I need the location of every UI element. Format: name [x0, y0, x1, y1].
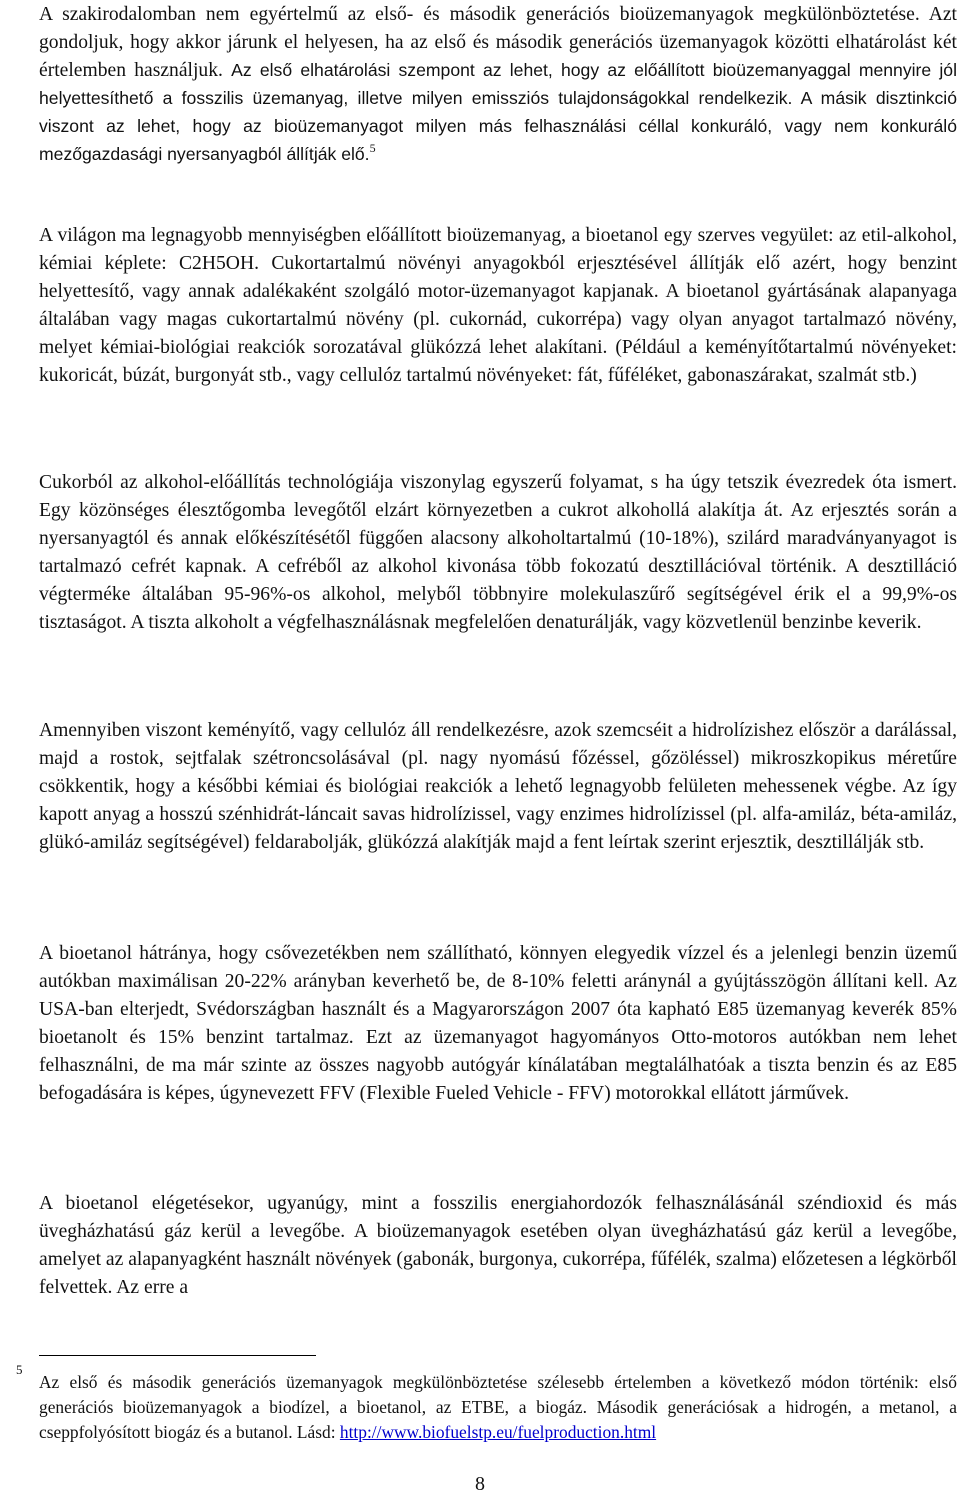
paragraph-hydrolysis: Amennyiben viszont keményítő, vagy cellulóz áll rendelkezésre, azok szemcséit a hidrolízishez először a darálással, majd a rostok, sejtfalak szétroncsolásával (pl. nagy nyomású főzéssel, gőzöléssel) mikroszkopikus méretűre csökkentik, hogy a későbbi kémiai és biológiai reakciók a lehető legnagyobb felületen mehessenek végbe. Az így kapott anyag a hosszú szénhidrát-láncait savas hidrolízissel, vagy enzimes hidrolízissel (pl. alfa-amiláz, béta-amiláz, glükó-amiláz segítségével) feldarabolják, glükózzá alakítják majd a fent leírtak szerint erjesztik, desztillálják stb.	[39, 720, 957, 853]
paragraph-combustion: A bioetanol elégetésekor, ugyanúgy, mint a fosszilis energiahordozók felhasználásánál széndioxid és más üvegházhatású gáz kerül a levegőbe. A bioüzemanyagok esetében olyan üvegházhatású gáz kerül a levegőbe, amelyet az alapanyagként használt növények (gabonák, burgonya, cukorrépa, fűfélék, szalma) előzetesen a légkörből felvettek. Az erre a	[39, 1193, 957, 1298]
footnote-text: Az első és második generációs üzemanyagok megkülönböztetése szélesebb értelemben a következő módon történik: első generációs bioüzemanyagok a biodízel, a bioetanol, az ETBE, a biogáz. Második generációsak a hidrogén, a metanol, a cseppfolyósított biogáz és a butanol. Lásd:	[39, 1372, 957, 1442]
footnote-reference[interactable]: 5	[369, 140, 376, 155]
paragraph-alcohol-production: Cukorból az alkohol-előállítás technológiája viszonylag egyszerű folyamat, s ha úgy tetszik évezredek óta ismert. Egy közönséges élesztőgomba levegőtől elzárt környezetben a cukrot alkohollá alakítja át. Az erjesztés során a nyersanyagtól és annak előkészítésétől függően alacsony alkoholtartalmú (10-18%), szilárd maradványanyagot is tartalmazó cefrét kapnak. A cefréből az alkohol kivonása több fokozatú desztillációval történik. A desztilláció végterméke általában 95-96%-os alkohol, melyből többnyire molekulaszűrő segítségével érik el a 99,9%-os tisztaságot. A tiszta alkoholt a végfelhasználásnak megfelelően denaturálják, vagy közvetlenül benzinbe keverik.	[39, 472, 957, 633]
paragraph-generations	[39, 1, 957, 168]
paragraph-generations-intro: A szakirodalomban nem egyértelmű az első- és második generációs bioüzemanyagok megkülönböztetése. Azt gondoljuk, hogy akkor járunk el helyesen, ha az első és második generációs üzemanyagok közötti elhatárolást két értelemben használjuk.	[39, 4, 957, 81]
paragraph-disadvantages: A bioetanol hátránya, hogy csővezetékben nem szállítható, könnyen elegyedik vízzel és a jelenlegi benzin üzemű autókban maximálisan 20-22% arányban keverhető be, de 8-10% feletti aránynál a gyújtásszögön állítani kell. Az USA-ban elterjedt, Svédországban használt és a Magyarországon 2007 óta kapható E85 üzemanyag keverék 85% bioetanolt és 15% benzint tartalmaz. Ezt az üzemanyagot hagyományos Otto-motoros autókban nem lehet felhasználni, de ma már szinte az összes nagyobb autógyár kínálatában megtalálhatóak a tiszta benzin és az E85 befogadására is képes, úgynevezett FFV (Flexible Fueled Vehicle - FFV) motorokkal ellátott járművek.	[39, 943, 957, 1104]
footnote-separator	[39, 1355, 316, 1356]
footnote	[39, 1370, 957, 1445]
footnote-link[interactable]: http://www.biofuelstp.eu/fuelproduction.html	[339, 1422, 657, 1442]
footnote-number: 5	[16, 1362, 23, 1377]
page-number: 8	[475, 1473, 485, 1495]
paragraph-bioethanol: A világon ma legnagyobb mennyiségben előállított bioüzemanyag, a bioetanol egy szerves vegyület: az etil-alkohol, kémiai képlete: C2H5OH. Cukortartalmú növényi anyagokból erjesztésével állítják elő azért, hogy benzint helyettesítő, vagy annak adalékaként szolgáló motor-üzemanyagot kapjanak. A bioetanol gyártásának alapanyaga általában vagy magas cukortartalmú növény (pl. cukornád, cukorrépa) vagy olyan anyagot tartalmazó növény, melyet kémiai-biológiai reakciók sorozatával glükózzá lehet alakítani. (Például a keményítőtartalmú növényeket: kukoricát, búzát, burgonyát stb., vagy cellulóz tartalmú növényeket: fát, fűféléket, gabonaszárakat, szalmát stb.)	[39, 225, 957, 386]
paragraph-generations-criteria: Az első elhatárolási szempont az lehet, hogy az előállított bioüzemanyaggal mennyire jól helyettesíthető a fosszilis üzemanyag, illetve milyen emissziós tulajdonságokkal rendelkezik. A másik disztinkció viszont az lehet, hogy az bioüzemanyagot milyen más felhasználási céllal konkuráló, vagy nem konkuráló mezőgazdasági nyersanyagból állítják elő.	[39, 59, 957, 164]
